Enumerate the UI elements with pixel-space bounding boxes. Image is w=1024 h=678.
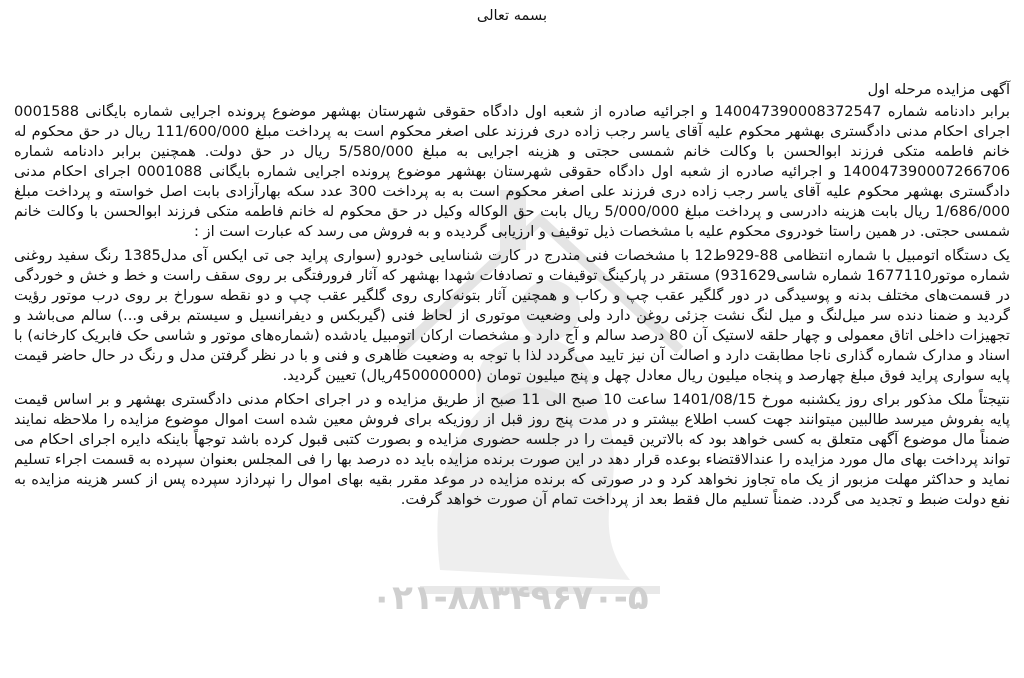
- paragraph-judgment: برابر دادنامه شماره 140047390008372547 و اجرائیه صادره از شعبه اول دادگاه حقوقی شهرستان بهشهر موضوع پرونده اجرایی شماره بایگانی 0001588 اجرای احکام مدنی دادگستری بهشهر محکوم علیه آقای یاسر رجب زاده دری فرزند علی اصغر محکوم است به پرداخت مبلغ 111/600/000 ریال در حق محکوم له خانم فاطمه متکی فرزند ابوالحسن با وکالت خانم شمسی حجتی و هزینه اجرایی به مبلغ 5/580/000 ریال در حق دولت. همچنین برابر دادنامه شماره 140047390007266706 و اجرائیه صادره از شعبه اول دادگاه حقوقی شهرستان بهشهر موضوع پرونده اجرایی شماره بایگانی 0001088 اجرای احکام مدنی دادگستری بهشهر محکوم علیه آقای یاسر رجب زاده دری فرزند علی اصغر محکوم است به به پرداخت 300 عدد سکه بهارآزادی بابت اصل خواسته و پرداخت مبلغ 1/686/000 ریال بابت هزینه دادرسی و پرداخت مبلغ 5/000/000 ریال بابت حق الوکاله وکیل در حق محکوم له خانم فاطمه متکی فرزند ابوالحسن با وکالت خانم شمسی حجتی. در همین راستا خودروی محکوم علیه با مشخصات ذیل توقیف و ارزیابی گردیده و به فروش می رسد که عبارت است از :: [14, 103, 1011, 240]
- paragraph-vehicle: یک دستگاه اتومبیل با شماره انتظامی 88-929ط12 با مشخصات فنی مندرج در کارت شناسایی خودرو (سواری پراید جی تی ایکس آی مدل1385 رنگ سفید روغنی شماره موتور1677110 شماره شاسی931629) مستقر در پارکینگ توقیفات و تصادفات شهدا بهشهر که آثار فرورفتگی بر روی سقف راست و خط و خش و خوردگی در قسمت‌های مختلف بدنه و پوسیدگی در دور گلگیر عقب چپ و رکاب و همچنین آثار بتونه‌کاری روی گلگیر عقب چپ و دو نقطه سوراخ بر روی درب موتور رؤیت گردید و ضمنا دنده سر میل‌لنگ و میل لنگ نشت جزئی روغن دارد ولی وضعیت موتوری از لحاظ فنی (گیربکس و دیفرانسیل و سیستم برقی و...) سالم می‌باشد و تجهیزات داخلی اتاق معمولی و چهار حلقه لاستیک آن 80 درصد سالم و آج دارد و مشخصات ارکان اتومبیل یادشده (شماره‌های موتور و شاسی حک فابریک کارخانه) با اسناد و مدارک شماره گذاری ناجا مطابقت دارد و اصالت آن نیز تایید می‌گردد لذا با توجه به وضعیت ظاهری و فنی و با در نظر گرفتن مدل و رنگ در حال حاضر قیمت پایه سواری پراید فوق مبلغ چهارصد و پنجاه میلیون ریال معادل چهل و پنج میلیون تومان (450000000ریال) تعیین گردید.: [14, 247, 1010, 384]
- watermark-phone: ۰۲۱-۸۸۳۴۹۶۷۰-۵: [371, 578, 649, 618]
- paragraph-auction-terms: نتیجتاً ملک مذکور برای روز یکشنبه مورخ 1401/08/15 ساعت 10 صبح الی 11 صبح از طریق مزایده و در اجرای احکام مدنی دادگستری بهشهر و بر اساس قیمت پایه بفروش میرسد طالبین میتوانند جهت کسب اطلاع بیشتر و در مدت پنج روز قبل از روزیکه برای فروش معین شده است اموال موضوع مزایده را ملاحظه نمایند ضمناً مال موضوع آگهی متعلق به کسی خواهد بود که بالاترین قیمت را در جلسه حضوری مزایده و بصورت کتبی قبول کرده باشد توجهاً باینکه دایره اجرای احکام می تواند پرداخت بهای مال مورد مزایده را عندالاقتضاء بوعده قرار دهد در این صورت برنده مزایده باید ده درصد بها را فی المجلس بعنوان سپرده به قسمت اجراء تسلیم نماید و حداکثر مهلت مزبور از یک ماه تجاوز نخواهد کرد و در صورتی که برنده مزایده در موعد مقرر بقیه بهای اموال را نپردازد سپرده پس از کسر هزینه مزایده به نفع دولت ضبط و تجدید می گردد. ضمناً تسلیم مال فقط بعد از پرداخت تمام آن صورت خواهد گرفت.: [14, 391, 1010, 508]
- document-body: [14, 6, 1010, 514]
- bismillah-title: بسمه تعالی: [476, 7, 548, 24]
- notice-heading: آگهی مزایده مرحله اول: [867, 81, 1010, 98]
